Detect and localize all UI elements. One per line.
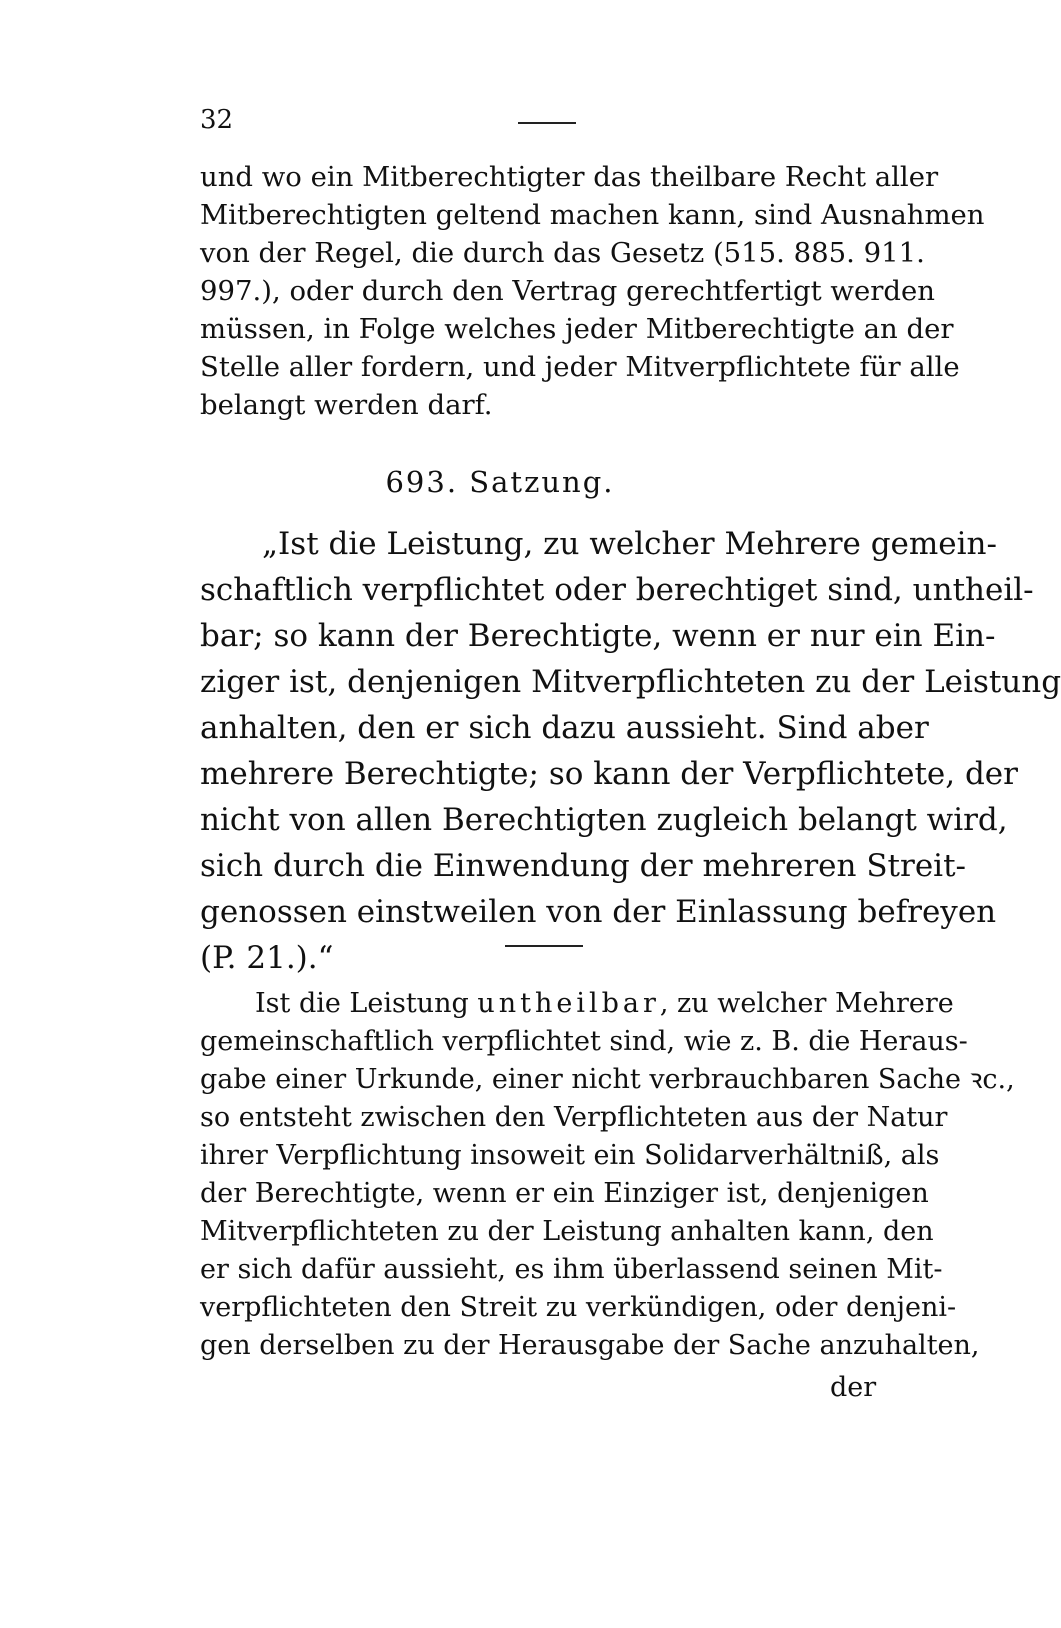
text-line: anhalten, den er sich dazu aussieht. Sind aber	[200, 710, 929, 746]
page-number: 32	[200, 105, 234, 135]
catchword: der	[830, 1372, 877, 1403]
text-line: verpflichteten den Streit zu verkündigen, oder denjeni-	[200, 1292, 957, 1323]
text-line: sich durch die Einwendung der mehreren Streit-	[200, 848, 967, 884]
text-line: belangt werden darf.	[200, 389, 493, 421]
text-line: er sich dafür aussieht, es ihm überlassend seinen Mit-	[200, 1254, 943, 1285]
text-line: nicht von allen Berechtigten zugleich belangt wird,	[200, 802, 1008, 838]
text-line: Stelle aller fordern, und jeder Mitverpflichtete für alle	[200, 351, 960, 383]
text-line: 997.), oder durch den Vertrag gerechtfertigt werden	[200, 275, 935, 307]
text-line: schaftlich verpflichtet oder berechtiget sind, untheil-	[200, 572, 1034, 608]
text-line: (P. 21.).“	[200, 940, 334, 976]
text-line: Mitverpflichteten zu der Leistung anhalten kann, den	[200, 1216, 934, 1247]
text-line: gabe einer Urkunde, einer nicht verbrauchbaren Sache ꝛc.,	[200, 1064, 1015, 1095]
text-line: Mitberechtigten geltend machen kann, sind Ausnahmen	[200, 199, 985, 231]
text-line	[255, 985, 954, 1023]
text-line: von der Regel, die durch das Gesetz (515. 885. 911.	[200, 237, 925, 269]
text-line: der Berechtigte, wenn er ein Einziger ist, denjenigen	[200, 1178, 929, 1209]
text-line: „Ist die Leistung, zu welcher Mehrere gemein-	[262, 526, 997, 562]
text-line: genossen einstweilen von der Einlassung befreyen	[200, 894, 997, 930]
text-line: ziger ist, denjenigen Mitverpflichteten zu der Leistung	[200, 664, 1061, 700]
text-line: müssen, in Folge welches jeder Mitberechtigte an der	[200, 313, 954, 345]
section-heading: 693. Satzung.	[385, 465, 615, 499]
section-rule	[505, 945, 583, 947]
text-line: so entsteht zwischen den Verpflichteten aus der Natur	[200, 1102, 948, 1133]
text-line: bar; so kann der Berechtigte, wenn er nur ein Ein-	[200, 618, 996, 654]
text-line: und wo ein Mitberechtigter das theilbare Recht aller	[200, 161, 939, 193]
page-header	[200, 104, 900, 144]
text-line: gen derselben zu der Herausgabe der Sache anzuhalten,	[200, 1330, 980, 1361]
text-span: , zu welcher Mehrere	[659, 988, 954, 1019]
text-line: ihrer Verpflichtung insoweit ein Solidarverhältniß, als	[200, 1140, 940, 1171]
header-rule	[518, 122, 576, 124]
text-line: gemeinschaftlich verpflichtet sind, wie z. B. die Heraus-	[200, 1026, 968, 1057]
text-span: Ist die Leistung	[255, 988, 478, 1019]
emphasis-text: untheilbar	[477, 988, 660, 1019]
text-line: mehrere Berechtigte; so kann der Verpflichtete, der	[200, 756, 1018, 792]
